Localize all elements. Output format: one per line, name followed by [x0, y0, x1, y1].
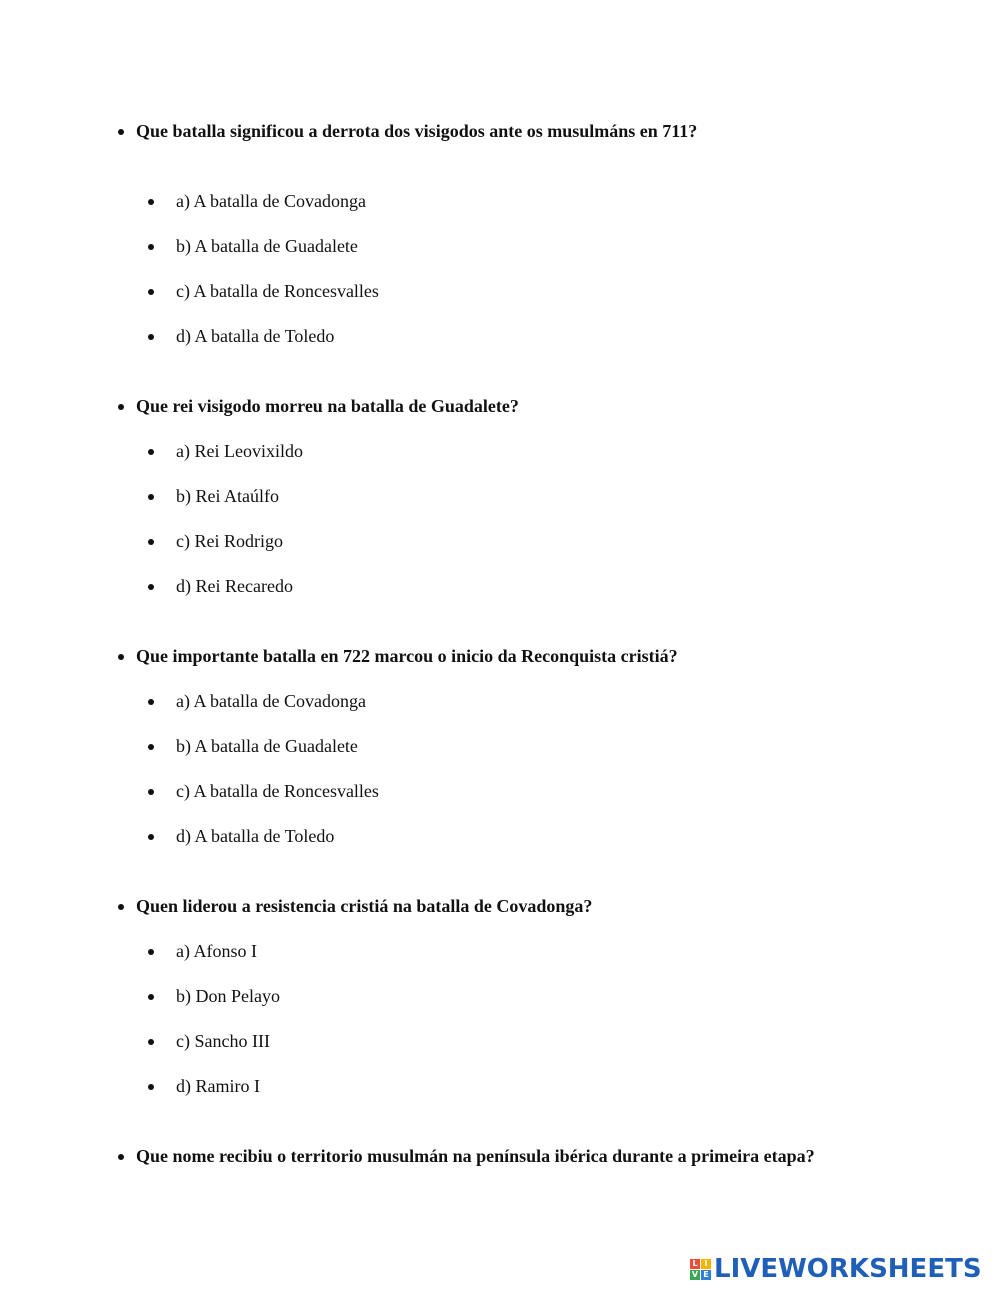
question-text: Que nome recibiu o territorio musulmán na península ibérica durante a primeira etapa? — [136, 1146, 815, 1166]
bullet-icon — [118, 904, 124, 910]
bullet-icon — [148, 199, 154, 205]
option-text: a) Rei Leovixildo — [176, 441, 303, 461]
logo-mark-letter: E — [701, 1270, 711, 1280]
question-text: Que rei visigodo morreu na batalla de Guadalete? — [136, 396, 519, 416]
bullet-icon — [148, 449, 154, 455]
logo-text: LIVEWORKSHEETS — [714, 1254, 982, 1284]
logo-mark-icon — [690, 1259, 711, 1280]
option-text: a) A batalla de Covadonga — [176, 691, 366, 711]
bullet-icon — [118, 1154, 124, 1160]
bullet-icon — [148, 744, 154, 750]
bullet-icon — [148, 289, 154, 295]
bullet-icon — [148, 244, 154, 250]
bullet-icon — [148, 584, 154, 590]
liveworksheets-logo — [690, 1254, 982, 1284]
logo-mark-letter: L — [690, 1259, 700, 1269]
bullet-icon — [148, 789, 154, 795]
bullet-icon — [148, 699, 154, 705]
bullet-icon — [148, 539, 154, 545]
question-text: Que importante batalla en 722 marcou o inicio da Reconquista cristiá? — [136, 646, 678, 666]
question-text: Quen liderou a resistencia cristiá na batalla de Covadonga? — [136, 896, 593, 916]
bullet-icon — [148, 949, 154, 955]
question-text: Que batalla significou a derrota dos visigodos ante os musulmáns en 711? — [136, 121, 698, 141]
option-text: d) A batalla de Toledo — [176, 326, 335, 346]
bullet-icon — [118, 654, 124, 660]
option-text: c) A batalla de Roncesvalles — [176, 781, 379, 801]
logo-mark-letter: I — [701, 1259, 711, 1269]
option-text: b) A batalla de Guadalete — [176, 236, 358, 256]
bullet-icon — [148, 1039, 154, 1045]
bullet-icon — [148, 494, 154, 500]
bullet-icon — [148, 334, 154, 340]
logo-mark-letter: V — [691, 1269, 699, 1279]
option-text: c) Rei Rodrigo — [176, 531, 283, 551]
option-text: d) Ramiro I — [176, 1076, 260, 1096]
option-text: b) Don Pelayo — [176, 986, 280, 1006]
option-text: d) A batalla de Toledo — [176, 826, 335, 846]
option-text: b) Rei Ataúlfo — [176, 486, 279, 506]
option-text: a) A batalla de Covadonga — [176, 191, 366, 211]
option-text: d) Rei Recaredo — [176, 576, 293, 596]
option-text: c) A batalla de Roncesvalles — [176, 281, 379, 301]
bullet-icon — [148, 834, 154, 840]
option-text: c) Sancho III — [176, 1031, 270, 1051]
bullet-icon — [118, 129, 124, 135]
option-text: a) Afonso I — [176, 941, 257, 961]
bullet-icon — [118, 404, 124, 410]
option-text: b) A batalla de Guadalete — [176, 736, 358, 756]
bullet-icon — [148, 994, 154, 1000]
bullet-icon — [148, 1084, 154, 1090]
